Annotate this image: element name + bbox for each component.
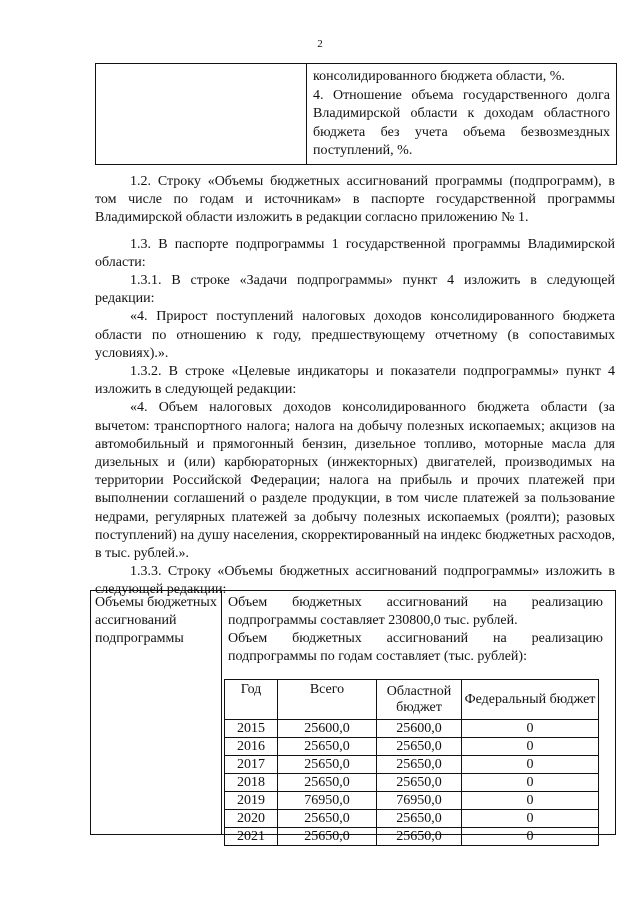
- table-row: [225, 738, 599, 756]
- indicators-cell: [313, 68, 610, 161]
- table-divider: [221, 591, 222, 834]
- cell-total: 25650,0: [278, 738, 377, 756]
- paragraph-1-2: 1.2. Строку «Объемы бюджетных ассигнований программы (подпрограмм), в том числе по годам и источникам» в паспорте государственной программы Владимирской области изложить в редакции согласно приложению № 1.: [95, 174, 615, 226]
- header-regional: Областной бюджет: [377, 680, 462, 720]
- cell-regional: 25650,0: [377, 756, 462, 774]
- paragraph-1-3-1: 1.3.1. В строке «Задачи подпрограммы» пункт 4 изложить в следующей редакции:: [95, 273, 615, 307]
- budget-description: [228, 594, 603, 666]
- table-row: [225, 792, 599, 810]
- cell-total: 25650,0: [278, 810, 377, 828]
- budget-row-label: Объемы бюджетных ассигнований подпрограммы: [95, 595, 217, 646]
- table-header-row: [225, 680, 599, 720]
- cell-year: 2019: [225, 792, 278, 810]
- cell-regional: 25650,0: [377, 810, 462, 828]
- paragraph-1-3-2: 1.3.2. В строке «Целевые индикаторы и показатели подпрограммы» пункт 4 изложить в следующей редакции:: [95, 364, 615, 398]
- table-row: [225, 774, 599, 792]
- cell-year: 2015: [225, 720, 278, 738]
- indicator-line-3-end: консолидированного бюджета области, %.: [313, 69, 565, 84]
- cell-year: 2020: [225, 810, 278, 828]
- cell-regional: 25600,0: [377, 720, 462, 738]
- document-body: [95, 173, 615, 600]
- cell-regional: 25650,0: [377, 774, 462, 792]
- cell-total: 76950,0: [278, 792, 377, 810]
- cell-total: 25650,0: [278, 828, 377, 846]
- budget-by-year-text: Объем бюджетных ассигнований на реализацию подпрограммы по годам составляет (тыс. рублей):: [228, 631, 603, 664]
- cell-year: 2018: [225, 774, 278, 792]
- cell-federal: 0: [462, 738, 599, 756]
- indicator-4: 4. Отношение объема государственного долга Владимирской области к доходам областного бюджета без учета объема безвозмездных поступлений, %.: [313, 87, 610, 158]
- table-row: [225, 810, 599, 828]
- cell-regional: 76950,0: [377, 792, 462, 810]
- cell-federal: 0: [462, 720, 599, 738]
- budget-by-year-table: [224, 679, 599, 846]
- cell-year: 2021: [225, 828, 278, 846]
- cell-total: 25650,0: [278, 756, 377, 774]
- page-number: 2: [317, 38, 323, 50]
- cell-regional: 25650,0: [377, 738, 462, 756]
- cell-federal: 0: [462, 756, 599, 774]
- header-year: Год: [225, 680, 278, 720]
- budget-allocation-table: [90, 590, 616, 844]
- table-divider: [306, 64, 307, 164]
- paragraph-1-3-1-quote: «4. Прирост поступлений налоговых доходов консолидированного бюджета области по отношению к году, предшествующему отчетному (в сопоставимых условиях).».: [95, 309, 615, 361]
- cell-year: 2016: [225, 738, 278, 756]
- cell-year: 2017: [225, 756, 278, 774]
- table-row: [225, 756, 599, 774]
- cell-regional: 25650,0: [377, 828, 462, 846]
- paragraph-1-3-3: 1.3.3. Строку «Объемы бюджетных ассигнований подпрограммы» изложить в следующей редакции:: [95, 564, 615, 598]
- cell-federal: 0: [462, 828, 599, 846]
- paragraph-1-3: 1.3. В паспорте подпрограммы 1 государственной программы Владимирской области:: [95, 236, 615, 270]
- table-row: [225, 720, 599, 738]
- indicators-table-fragment: [95, 63, 617, 165]
- cell-federal: 0: [462, 792, 599, 810]
- header-total: Всего: [278, 680, 377, 720]
- cell-total: 25650,0: [278, 774, 377, 792]
- cell-federal: 0: [462, 774, 599, 792]
- table-row: [225, 828, 599, 846]
- budget-total-text: Объем бюджетных ассигнований на реализацию подпрограммы составляет 230800,0 тыс. рублей.: [228, 595, 603, 628]
- cell-federal: 0: [462, 810, 599, 828]
- header-federal: Федеральный бюджет: [462, 680, 599, 720]
- paragraph-1-3-2-quote: «4. Объем налоговых доходов консолидированного бюджета области (за вычетом: транспортного налога; налога на добычу полезных ископаемых; акцизов на автомобильный и прямогонный бензин, дизельное топливо, моторные масла для дизельных и (или) карбюраторных (инжекторных) двигателей, производимых на территории Российской Федерации; налога на прибыль и прочих платежей при выполнении соглашений о разделе продукции, в том числе платежей за пользование недрами, регулярных платежей за добычу полезных ископаемых (роялти); разовых поступлений) на душу населения, скорректированный на индекс бюджетных расходов, в тыс. рублей.».: [95, 400, 615, 562]
- cell-total: 25600,0: [278, 720, 377, 738]
